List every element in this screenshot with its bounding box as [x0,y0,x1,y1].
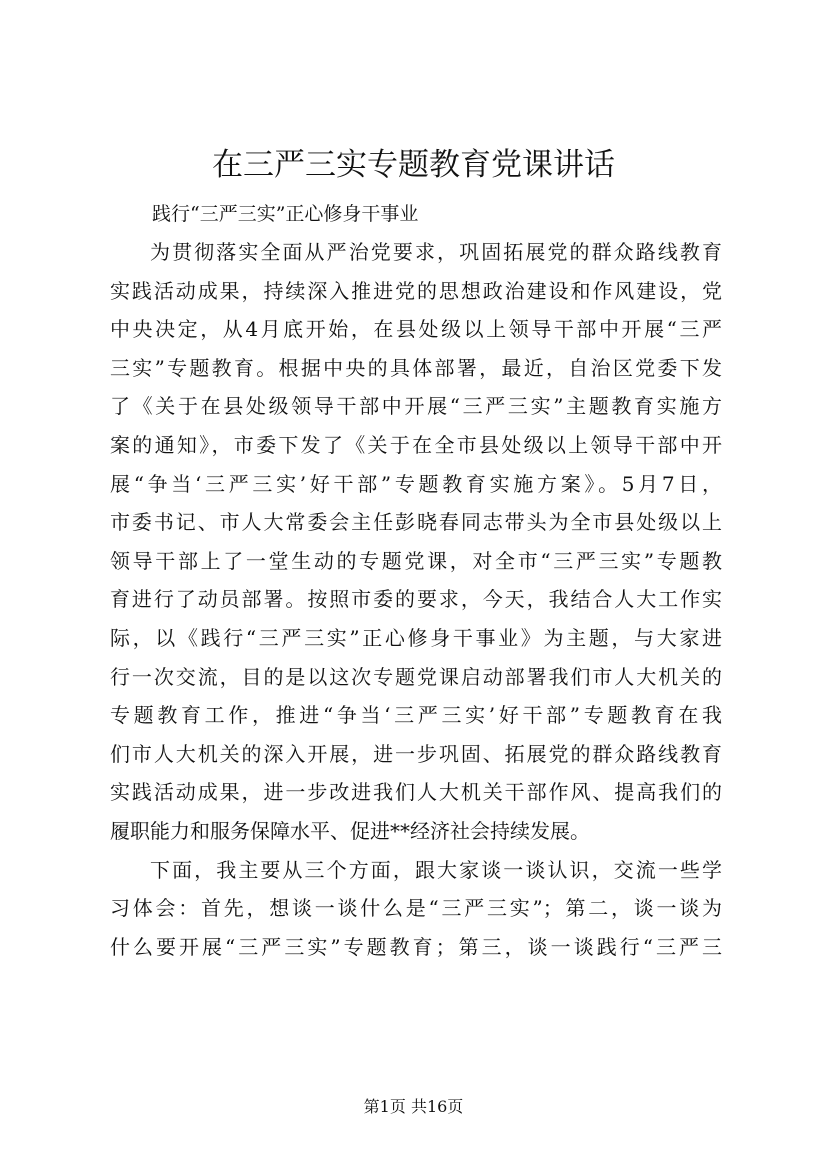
page-footer: 第1页 共16页 [363,1097,464,1116]
paragraph-line: 了《关于在县处级领导干部中开展“三严三实”主题教育实施方 [110,394,722,419]
paragraph-line: 们市人大机关的深入开展，进一步巩固、拓展党的群众路线教育 [110,741,722,766]
document-body [110,233,722,966]
paragraph-line: 履职能力和服务保障水平、促进**经济社会持续发展。 [110,818,590,843]
paragraph-line: 实践活动成果，进一步改进我们人大机关干部作风、提高我们的 [110,780,722,805]
paragraph-line: 市委书记、市人大常委会主任彭晓春同志带头为全市县处级以上 [110,510,722,535]
paragraph-line: 实践活动成果，持续深入推进党的思想政治建设和作风建设，党 [110,278,722,303]
document-subtitle: 践行“三严三实”正心修身干事业 [152,203,419,225]
paragraph-line: 际，以《践行“三严三实”正心修身干事业》为主题，与大家进 [110,625,722,650]
document-title: 在三严三实专题教育党课讲话 [212,147,615,183]
paragraph-line: 育进行了动员部署。按照市委的要求，今天，我结合人大工作实 [110,587,722,612]
body-paragraph [110,233,722,851]
paragraph-line: 行一次交流，目的是以这次专题党课启动部署我们市人大机关的 [110,664,722,689]
paragraph-line: 展“争当‘三严三实’好干部”专题教育实施方案》。5月7日， [110,471,722,496]
paragraph-line: 什么要开展“三严三实”专题教育；第三，谈一谈践行“三严三 [110,934,722,959]
paragraph-line: 三实”专题教育。根据中央的具体部署，最近，自治区党委下发 [110,355,722,380]
paragraph-line: 为贯彻落实全面从严治党要求，巩固拓展党的群众路线教育 [150,240,722,264]
body-paragraph [110,851,722,967]
paragraph-line: 下面，我主要从三个方面，跟大家谈一谈认识，交流一些学 [150,857,722,882]
paragraph-line: 领导干部上了一堂生动的专题党课，对全市“三严三实”专题教 [110,548,722,573]
paragraph-line: 中央决定，从4月底开始，在县处级以上领导干部中开展“三严 [110,317,722,342]
paragraph-line: 专题教育工作，推进“争当‘三严三实’好干部”专题教育在我 [110,703,722,728]
paragraph-line: 习体会：首先，想谈一谈什么是“三严三实”；第二，谈一谈为 [110,896,722,921]
paragraph-line: 案的通知》，市委下发了《关于在全市县处级以上领导干部中开 [110,432,722,457]
